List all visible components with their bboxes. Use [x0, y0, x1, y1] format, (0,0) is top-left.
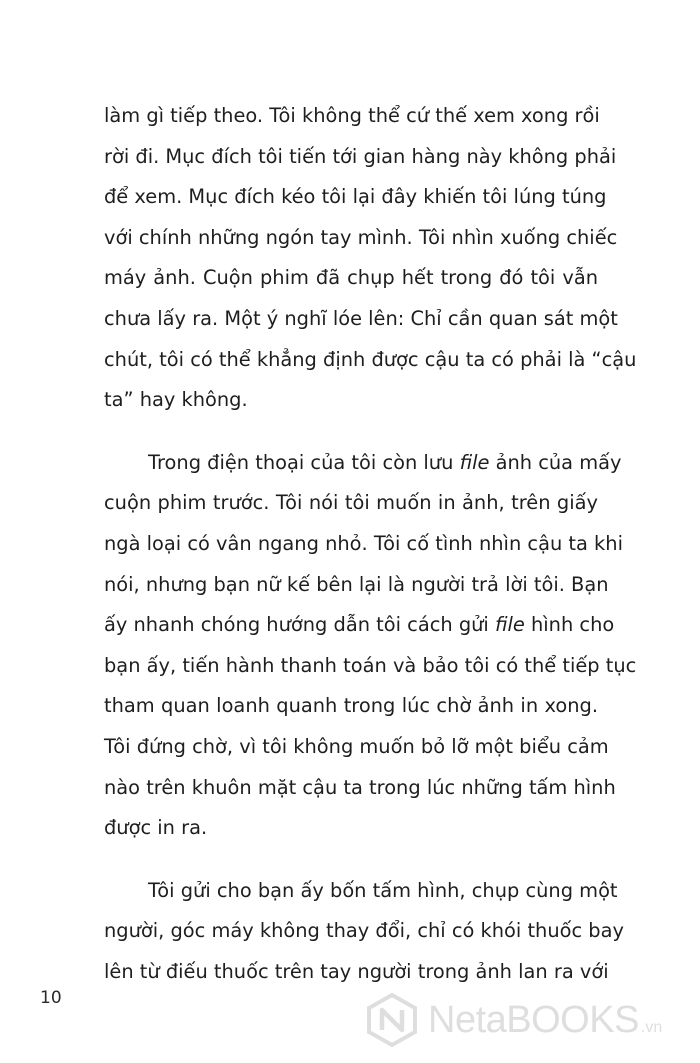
page-number: 10	[40, 988, 62, 1008]
text-line: bạn ấy, tiến hành thanh toán và bảo tôi có thể tiếp tục	[104, 653, 637, 677]
text-line: Tôi gửi cho bạn ấy bốn tấm hình, chụp cùng một	[148, 878, 618, 902]
text-line: nào trên khuôn mặt cậu ta trong lúc những tấm hình	[104, 775, 616, 799]
text-line: ấy nhanh chóng hướng dẫn tôi cách gửi file hình cho	[104, 613, 615, 637]
text-line: lên từ điếu thuốc trên tay người trong ảnh lan ra với	[104, 959, 609, 983]
italic-word: file	[459, 450, 490, 474]
text-line: chút, tôi có thể khẳng định được cậu ta có phải là “cậu	[104, 347, 637, 371]
text-line: cuộn phim trước. Tôi nói tôi muốn in ảnh, trên giấy	[104, 491, 598, 515]
text-line: người, góc máy không thay đổi, chỉ có khói thuốc bay	[104, 919, 624, 943]
body-text	[104, 96, 637, 992]
italic-word: file	[494, 613, 525, 637]
text-line: Trong điện thoại của tôi còn lưu file ảnh của mấy	[148, 450, 622, 474]
text-line: nói, nhưng bạn nữ kế bên lại là người trả lời tôi. Bạn	[104, 572, 609, 596]
paragraph-1	[104, 96, 637, 421]
text-line: ngà loại có vân ngang nhỏ. Tôi cố tình nhìn cậu ta khi	[104, 531, 623, 555]
paragraph-3	[104, 871, 624, 993]
watermark	[364, 987, 694, 1053]
text-line: tham quan loanh quanh trong lúc chờ ảnh in xong.	[104, 694, 598, 718]
text-line: được in ra.	[104, 816, 208, 840]
text-line: máy ảnh. Cuộn phim đã chụp hết trong đó tôi vẫn	[104, 266, 598, 290]
text-line: rời đi. Mục đích tôi tiến tới gian hàng này không phải	[104, 144, 617, 168]
text-line: chưa lấy ra. Một ý nghĩ lóe lên: Chỉ cần quan sát một	[104, 306, 618, 330]
watermark-text: NetaBOOKS	[428, 998, 639, 1041]
neta-logo-icon	[364, 992, 420, 1048]
text-line: Tôi đứng chờ, vì tôi không muốn bỏ lỡ một biểu cảm	[104, 734, 609, 758]
text-line: ta” hay không.	[104, 388, 248, 412]
text-line: làm gì tiếp theo. Tôi không thể cứ thế xem xong rồi	[104, 104, 600, 127]
text-line: để xem. Mục đích kéo tôi lại đây khiến tôi lúng túng	[104, 185, 607, 209]
text-line: với chính những ngón tay mình. Tôi nhìn xuống chiếc	[104, 225, 618, 249]
watermark-suffix: .vn	[640, 1019, 663, 1036]
paragraph-2	[104, 443, 637, 849]
